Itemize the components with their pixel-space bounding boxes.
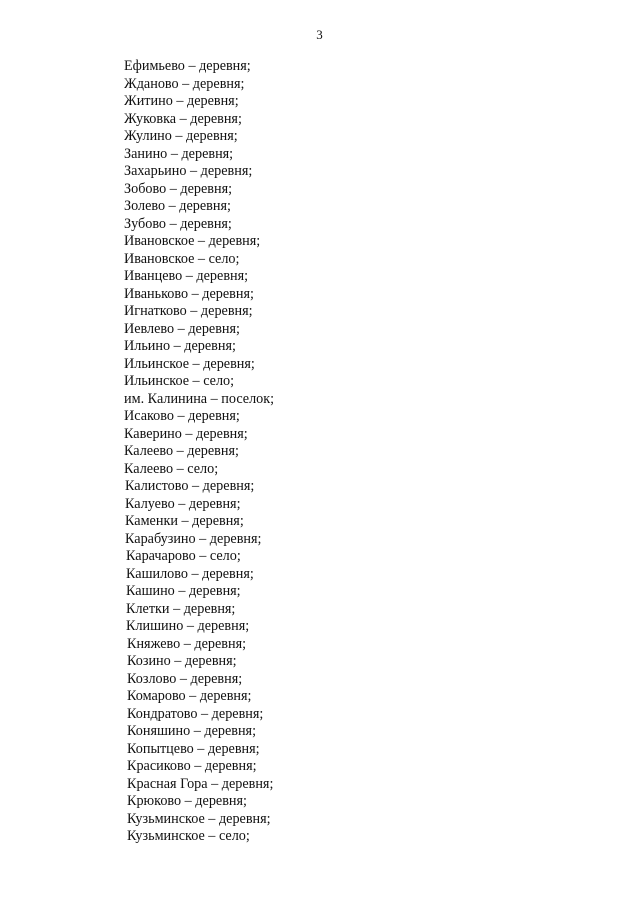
list-item: Ильинское – деревня; [124, 355, 255, 372]
list-item: Ивановское – деревня; [124, 233, 261, 249]
list-item: Калеево – село; [124, 460, 219, 477]
list-item: Клишино – деревня; [126, 618, 250, 634]
list-item: Ильинское – село; [124, 373, 235, 389]
list-item: Жуковка – деревня; [124, 110, 242, 127]
list-item: Кузьминское – село; [127, 828, 250, 844]
list-item: Коняшино – деревня; [127, 723, 257, 739]
list-item: Зобово – деревня; [124, 180, 233, 197]
list-item: Каверино – деревня; [124, 425, 248, 442]
list-item: Калуево – деревня; [125, 495, 241, 512]
list-item: Красиково – деревня; [127, 758, 257, 774]
page-number: 3 [316, 27, 323, 42]
list-item: Захарьино – деревня; [124, 163, 253, 179]
list-item: Калеево – деревня; [124, 443, 239, 459]
list-item: Крюково – деревня; [127, 793, 247, 809]
list-item: Исаково – деревня; [124, 408, 240, 424]
list-item: Калистово – деревня; [125, 478, 255, 494]
list-item: Игнатково – деревня; [124, 303, 253, 319]
list-item: Зубово – деревня; [124, 215, 232, 232]
list-item: Княжево – деревня; [127, 635, 247, 652]
list-item: им. Калинина – поселок; [124, 390, 275, 407]
list-item: Кондратово – деревня; [127, 705, 264, 722]
list-item: Копытцево – деревня; [127, 740, 260, 757]
list-item: Кашино – деревня; [126, 583, 241, 599]
list-item: Комарово – деревня; [127, 688, 252, 704]
list-item: Жданово – деревня; [124, 75, 245, 92]
list-item: Козино – деревня; [127, 653, 237, 669]
list-item: Карачарово – село; [126, 548, 241, 564]
list-item: Клетки – деревня; [126, 600, 236, 617]
list-item: Ивановское – село; [124, 250, 240, 267]
list-item: Кашилово – деревня; [126, 565, 254, 582]
list-item: Золево – деревня; [124, 198, 231, 214]
list-item: Каменки – деревня; [125, 513, 244, 529]
settlement-list [124, 58, 274, 846]
list-item: Иваньково – деревня; [124, 285, 254, 302]
list-item: Красная Гора – деревня; [127, 775, 274, 792]
list-item: Карабузино – деревня; [125, 530, 262, 547]
list-item: Козлово – деревня; [127, 670, 243, 687]
list-item: Иевлево – деревня; [124, 320, 240, 337]
list-item: Ильино – деревня; [124, 338, 236, 354]
list-item: Иванцево – деревня; [124, 268, 249, 284]
list-item: Кузьминское – деревня; [127, 810, 271, 827]
list-item: Занино – деревня; [124, 145, 234, 162]
list-item: Ефимьево – деревня; [124, 58, 251, 74]
list-item: Жулино – деревня; [124, 128, 238, 144]
list-item: Житино – деревня; [124, 93, 239, 109]
